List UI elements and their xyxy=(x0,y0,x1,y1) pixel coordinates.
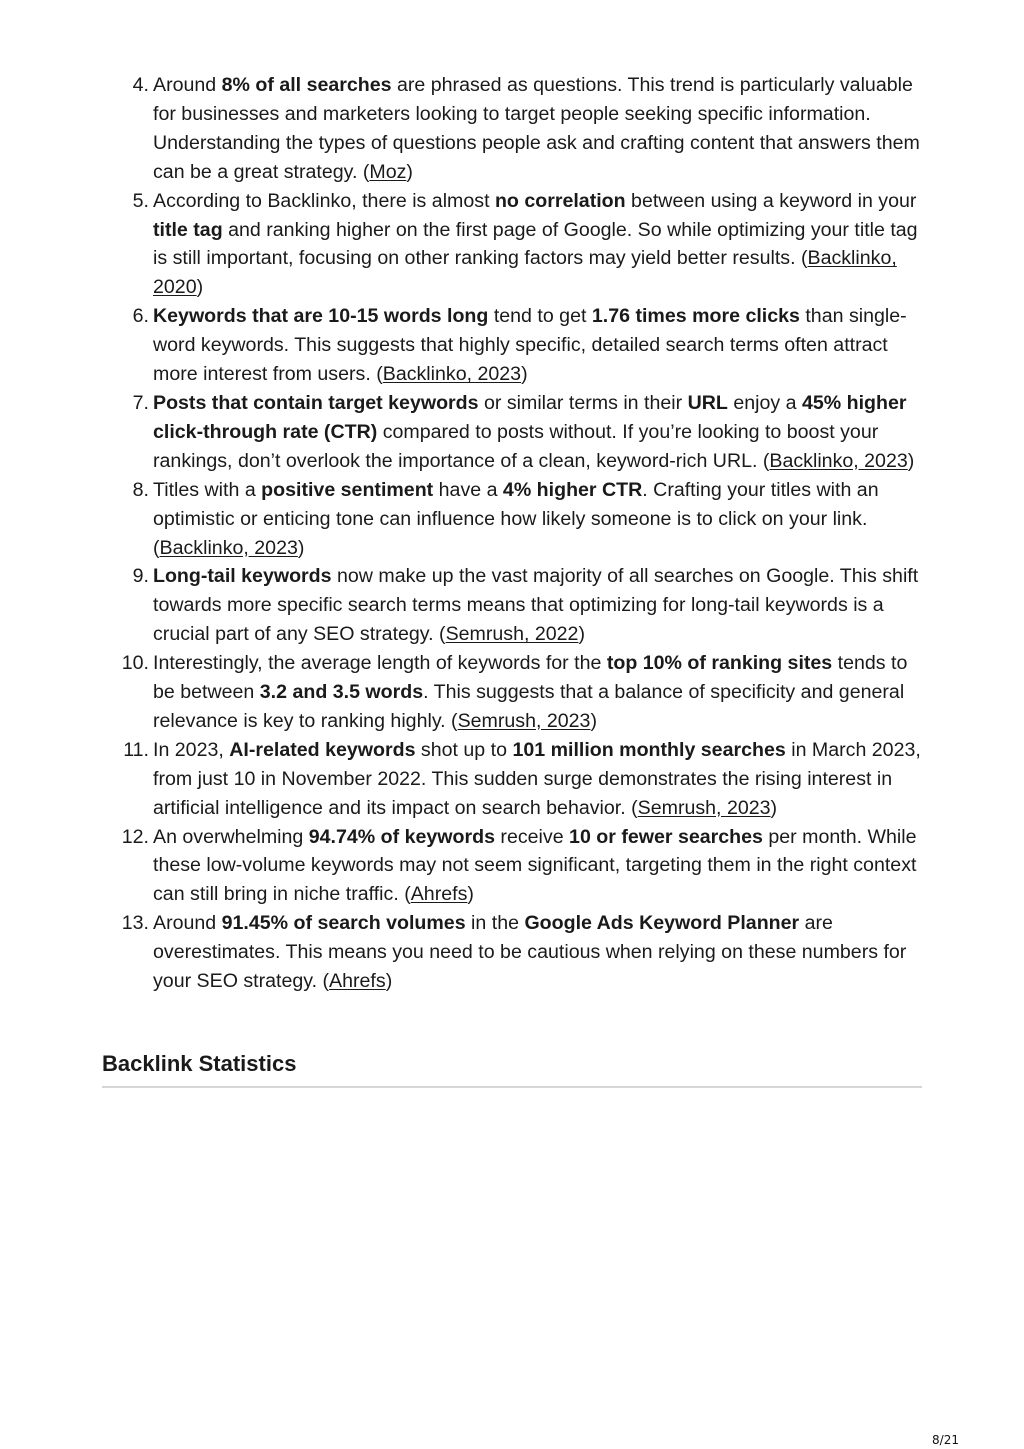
list-item xyxy=(102,736,922,823)
body-text: According to Backlinko, there is almost xyxy=(153,189,495,212)
bold-text: positive sentiment xyxy=(261,478,434,501)
list-item-number: 10. xyxy=(121,652,149,675)
body-text: Around xyxy=(153,74,222,96)
bold-text: Google Ads Keyword Planner xyxy=(524,912,800,935)
body-text: per month. While these low-volume keywords may not seem significant, targeting them in the right context can still bring in niche traffic. ( xyxy=(153,825,917,906)
body-text: In 2023, xyxy=(153,738,230,761)
list-item xyxy=(102,302,922,389)
list-item-number: 9. xyxy=(132,565,149,588)
list-item xyxy=(102,823,922,910)
bold-text: 91.45% of search volumes xyxy=(221,912,466,935)
list-item-number: 7. xyxy=(132,391,149,414)
source-link[interactable]: Ahrefs xyxy=(329,970,386,993)
source-link[interactable]: Backlinko, 2023 xyxy=(769,449,908,472)
bold-text: 4% higher CTR xyxy=(502,478,643,501)
source-link[interactable]: Backlinko, 2020 xyxy=(153,247,897,299)
body-text: receive xyxy=(494,825,570,848)
bold-text: 8% of all searches xyxy=(221,74,392,96)
body-text: An overwhelming xyxy=(153,825,309,848)
list-item xyxy=(102,562,922,649)
list-item xyxy=(102,71,922,187)
body-text: compared to posts without. If you’re looking to boost your rankings, don’t overlook the importance of a clean, keyword-rich URL. ( xyxy=(153,420,879,472)
bold-text: AI-related keywords xyxy=(229,738,416,761)
section-divider xyxy=(102,1086,922,1088)
body-text: have a xyxy=(433,478,503,501)
bold-text: URL xyxy=(687,391,728,414)
body-text: and ranking higher on the first page of Google. So while optimizing your title tag is still important, focusing on other ranking factors may yield better results. ( xyxy=(153,218,918,270)
body-text: Around xyxy=(153,912,222,935)
body-text: ) xyxy=(385,970,393,993)
bold-text: Long-tail keywords xyxy=(153,565,332,588)
body-text: ) xyxy=(770,796,778,819)
source-link[interactable]: Semrush, 2022 xyxy=(445,623,579,646)
bold-text: no correlation xyxy=(494,189,626,212)
body-text: ) xyxy=(590,709,597,732)
source-link[interactable]: Backlinko, 2023 xyxy=(159,536,298,559)
body-text: now make up the vast majority of all searches on Google. This shift towards more specific search terms means that optimizing for long-tail keywords is a crucial part of any SEO strategy. ( xyxy=(153,565,919,646)
bold-text: 94.74% of keywords xyxy=(308,825,495,848)
body-text: are overestimates. This means you need to be cautious when relying on these numbers for your SEO strategy. ( xyxy=(153,912,907,993)
source-link[interactable]: Ahrefs xyxy=(410,883,468,906)
bold-text: 1.76 times more clicks xyxy=(591,305,800,328)
body-text: ) xyxy=(196,276,204,299)
bold-text: title tag xyxy=(153,218,223,241)
bold-text: 10 or fewer searches xyxy=(569,825,763,848)
bold-text: 101 million monthly searches xyxy=(512,738,786,761)
body-text: . Crafting your titles with an optimistic or enticing tone can influence how likely someone is to click on your link. ( xyxy=(153,478,879,559)
body-text: ) xyxy=(521,363,528,386)
source-link[interactable]: Semrush, 2023 xyxy=(457,709,591,732)
statistics-list xyxy=(102,71,922,996)
list-item-number: 8. xyxy=(132,478,149,501)
body-text: enjoy a xyxy=(727,391,802,414)
body-text: than single-word keywords. This suggests that highly specific, detailed search terms often attract more interest from users. ( xyxy=(153,305,907,386)
source-link[interactable]: Backlinko, 2023 xyxy=(382,363,522,386)
body-text: Titles with a xyxy=(153,478,262,501)
source-link[interactable]: Semrush, 2023 xyxy=(637,796,771,819)
list-item xyxy=(102,476,922,563)
list-item xyxy=(102,649,922,736)
body-text: are phrased as questions. This trend is particularly valuable for businesses and marketers looking to target people seeking specific information. Understanding the types of questions people ask and crafting content that answers them can be a great strategy. ( xyxy=(153,74,920,183)
body-text: Interestingly, the average length of keywords for the xyxy=(153,652,607,675)
body-text: shot up to xyxy=(415,738,513,761)
list-item-number: 5. xyxy=(132,189,149,212)
body-text: ) xyxy=(297,536,305,559)
bold-text: top 10% of ranking sites xyxy=(606,652,833,675)
source-link[interactable]: Moz xyxy=(369,160,407,183)
list-item-number: 4. xyxy=(132,74,149,96)
list-item-number: 13. xyxy=(121,912,149,935)
bold-text: 3.2 and 3.5 words xyxy=(259,681,424,704)
bold-text: Keywords that are 10-15 words long xyxy=(153,305,489,328)
body-text: tends to be between xyxy=(153,652,908,704)
body-text: ) xyxy=(406,160,413,183)
list-item xyxy=(102,389,922,476)
page-number: 8/21 xyxy=(932,1433,959,1447)
section-heading: Backlink Statistics xyxy=(102,1051,297,1076)
list-item xyxy=(102,909,922,996)
body-text: ) xyxy=(578,623,585,646)
bold-text: 45% higher click-through rate (CTR) xyxy=(153,391,907,443)
body-text: ) xyxy=(467,883,474,906)
body-text: in March 2023, from just 10 in November 2022. This sudden surge demonstrates the rising interest in artificial intelligence and its impact on search behavior. ( xyxy=(153,738,921,819)
document-content xyxy=(102,71,922,1076)
body-text: ) xyxy=(907,449,915,472)
list-item-number: 6. xyxy=(132,305,149,328)
body-text: tend to get xyxy=(488,305,592,328)
list-item-number: 11. xyxy=(123,738,149,761)
body-text: in the xyxy=(465,912,525,935)
body-text: or similar terms in their xyxy=(478,391,688,414)
body-text: . This suggests that a balance of specificity and general relevance is key to ranking highly. ( xyxy=(153,681,905,732)
list-item-number: 12. xyxy=(121,825,149,848)
bold-text: Posts that contain target keywords xyxy=(153,391,479,414)
list-item xyxy=(102,187,922,303)
body-text: between using a keyword in your xyxy=(625,189,917,212)
